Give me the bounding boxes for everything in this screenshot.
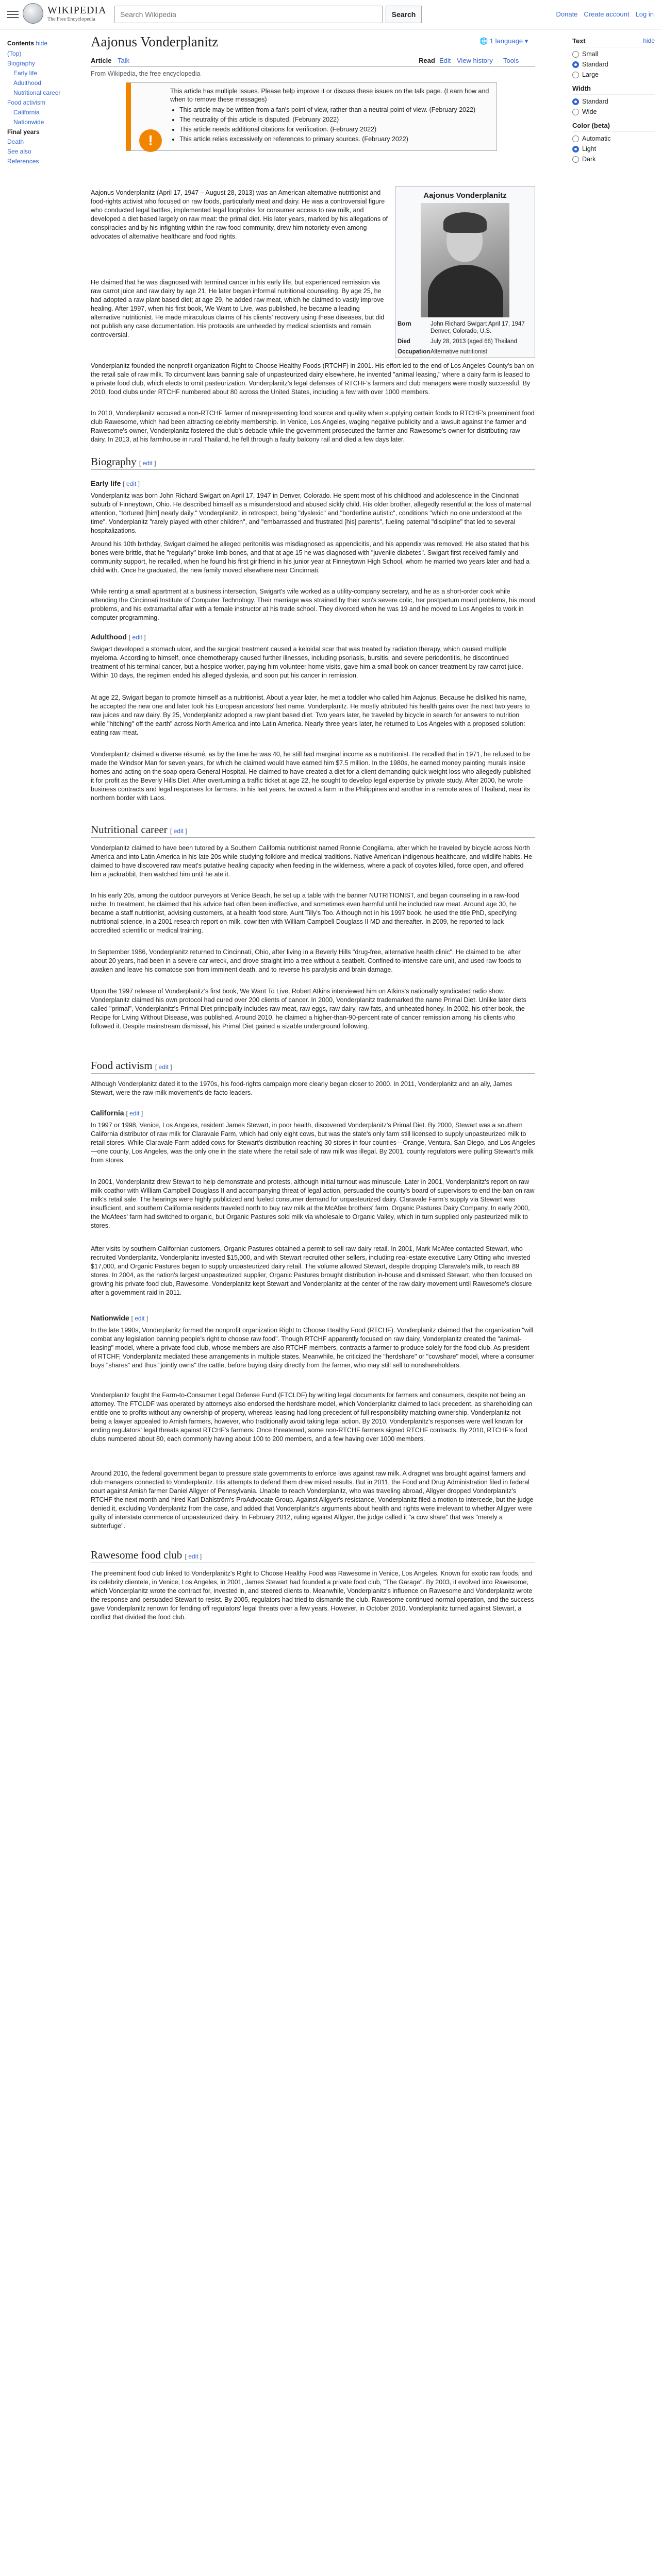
body-paragraph: Around 2010, the federal government began to pressure state governments to enforce laws against raw milk. A dragnet was brought against farmers and club managers connected to Vonderplanitz. His attempts to defend them drew mixed results. But in 2011, the Food and Drug Administration filed in federal court against Amish farmer Daniel Allgyer of Pennsylvania. Unable to reach Vonderplanitz, who was traveling abroad, Allgyer dropped Vonderplanitz's RTCHF the next month and hired Karl Dahlström's ProAdvocate Group. Against Allgyer's resistance, Vonderplanitz filed a motion to intercede, but the judge denied it, excluding Vonderplanitz from the case, and added that Vonderplanitz's arguments about health and rights were irrelevant to whether Allgyer were guilty of interstate commerce of unpasteurized dairy. In February 2012, ruling against Allgyer, the judge called it "a cow share" that was "merely a subterfuge". — [91, 1470, 534, 1530]
toc-item-adulthood[interactable]: Adulthood — [13, 79, 42, 87]
wikipedia-globe-icon — [23, 3, 43, 24]
edit-section-link[interactable]: edit — [132, 634, 142, 641]
issue-item: • This article relies excessively on references to primary sources. (February 2022) — [179, 135, 490, 143]
issues-intro: This article has multiple issues. Please help improve it or discuss these issues on the talk page. (Learn how and when to remove these messages) — [170, 88, 489, 103]
edit-section-link[interactable]: edit — [173, 827, 184, 835]
tab-read[interactable]: Read — [419, 57, 435, 64]
toc-heading: Contents hide — [7, 40, 48, 47]
toc-item-food-activism[interactable]: Food activism — [7, 99, 46, 106]
issue-item: • The neutrality of this article is disputed. (February 2022) — [179, 115, 490, 124]
issue-item: • This article needs additional citations for verification. (February 2022) — [179, 125, 490, 133]
toc-item-biography[interactable]: Biography — [7, 60, 36, 67]
lead-paragraph: Vonderplanitz founded the nonprofit organization Right to Choose Healthy Foods (RTCHF) in 2001. His effort led to the end of Los Angeles County's ban on the retail sale of raw milk. To circumvent laws banning sale of unpasteurized dairy elsewhere, he invented "animal leasing," where a dairy farm is leased to a private food club, which elects to omit pasteurization. Vonderplanitz's legal defenses of RTCHF's farmers and club managers were mostly successful. By 2010, food clubs under RTCHF numbered about 80 across the United States, including a few with over 1000 members. — [91, 362, 534, 396]
login-link[interactable]: Log in — [635, 10, 654, 18]
edit-section-link[interactable]: edit — [158, 1063, 169, 1071]
language-button[interactable]: 🌐 1 language ▾ — [479, 37, 528, 45]
search-input[interactable] — [114, 6, 383, 23]
toc-item-references[interactable]: References — [7, 158, 39, 165]
appearance-panel — [572, 37, 655, 166]
search-button[interactable]: Search — [386, 6, 422, 23]
tab-tools[interactable]: Tools — [503, 57, 519, 64]
issue-item: • This article may be written from a fan's point of view, rather than a neutral point of view. (February 2022) — [179, 106, 490, 114]
warning-icon: ! — [139, 129, 162, 152]
body-paragraph: Swigart developed a stomach ulcer, and the surgical treatment caused a keloidal scar that was treated by radiation therapy, which caused multiple myeloma. According to himself, once chemotherapy caused further illnesses, including psoriasis, bursitis, and severe periodontitis, he discontinued treatment of his terminal cancer, but a hospice worker, paying him volunteer home visits, gave him a small book on cancer treatment by raw carrot juice. Within 10 days, the regimen ended his alleged dyslexia, and soon put his cancer in remission. — [91, 646, 523, 679]
radio-text-small[interactable]: Small — [572, 50, 655, 58]
search-placeholder: Search Wikipedia — [120, 10, 176, 19]
donate-link[interactable]: Donate — [556, 10, 578, 18]
section-heading-nutritional-career: Nutritional career [ edit ] — [91, 823, 535, 838]
edit-section-link[interactable]: edit — [129, 1110, 140, 1117]
wikipedia-logo[interactable] — [23, 3, 107, 24]
portrait-photo[interactable] — [421, 203, 509, 317]
body-paragraph: In his early 20s, among the outdoor purveyors at Venice Beach, he set up a table with the banner NUTRITIONIST, and began counseling in a raw-food niche. In treatment, he claimed that his advice had often been ineffective, and sometimes even harmful until he included raw meat. Around age 30, he became a staff nutritionist, advising customers, at a health food store, Aunt Tilly's Too. Although not in his 1997 book, he used the title PhD, specifying nutritional science, in a 2001 research report on milk, cowritten with William Campbell Douglass II MD and thereafter. In 2009, he reported to lack accredited scientific or medical training. — [91, 892, 520, 934]
toc-item-final-years[interactable]: Final years — [7, 128, 40, 135]
text-heading: Text — [572, 37, 586, 45]
body-paragraph: Upon the 1997 release of Vonderplanitz's first book, We Want To Live, Robert Atkins interviewed him on Atkins's nationally syndicated radio show. Vonderplanitz claimed his own protocol had cured over 200 clients of cancer. In 2000, Vonderplanitz trademarked the name Primal Diet. Unlike later diets called "primal", Vonderplanitz's Primal Diet principally includes raw meat, raw eggs, raw dairy, raw fats, and unheated honey. In 2002, his other book, the Recipe for Living Without Disease, was published. Around 2010, he claimed a higher-than-90-percent rate of cancer remission among his clients who followed it. Despite mainstream dismissal, his Primal Diet gained a sizable underground following. — [91, 988, 526, 1030]
body-paragraph: Vonderplanitz fought the Farm-to-Consumer Legal Defense Fund (FTCLDF) by writing legal documents for farmers and consumers, despite not being an attorney. The FTCLDF was operated by attorneys also endorsed the herdshare model, which Vonderplanitz claimed to lack precedent, as shareholding can entitle one to profits without any ownership of property, whereas leasing had long precedent of full responsibility matching ownership. Vonderplanitz not being a lawyer appealed to Amish farmers, however, who traditionally avoid taking legal action. By 2010, Vonderplanitz's responses were well known for ending regulators' legal threats against RTCHF's farmers. Once threatened, some non-RTCHF farmers signed RTCHF contracts. By 2010, RTCHF's food clubs numbered about 80, each commonly having about 100 to 200 members, and a few having over 1000 members. — [91, 1392, 533, 1443]
body-paragraph: At age 22, Swigart began to promote himself as a nutritionist. About a year later, he met a toddler who called him Aajonus. Because he disliked his name, he accepted the new one and later took his European ancestors' last name, Vonderplanitz. He mostly attributed his health gains over the next two years to raw juices and raw dairy. By 25, Vonderplanitz adopted a raw plant based diet. Two years later, he traveled by bicycle in search for answers to nutrition while "hitching" off the earth" across North America and into Latin America. Nearly three years later, he returned to Los Angeles with a proposed solution: eating raw meat. — [91, 694, 530, 736]
toc-item-top[interactable]: (Top) — [7, 50, 22, 57]
edit-section-link[interactable]: edit — [142, 460, 153, 467]
infobox-row-died: Died July 28, 2013 (aged 66) Thailand — [398, 338, 517, 345]
body-paragraph: The preeminent food club linked to Vonderplanitz's Right to Choose Healthy Food was Rawesome in Venice, Los Angeles. Known for exotic raw foods, and its celebrity clientele, in Venice, Los Angeles, in 2001, James Stewart had founded a private food club, "The Garage". By 2003, it evolved into Rawesome, which Vonderplanitz wrote the contract for, invested in, and steered clients to. Meanwhile, Vonderplanitz's influence on Rawesome and Vonderplanitz wrote the response and persuaded Stewart to resist. By 2005, regulators had tried to dismantle the club. Rawesome continued normal operation, and the success gave Vonderplanitz renown for fending off regulators' legal threats over a few years. However, in October 2010, Vonderplanitz turned against Stewart, a conflict that divided the food club. — [91, 1570, 534, 1621]
body-paragraph: Although Vonderplanitz dated it to the 1970s, his food-rights campaign more clearly began closer to 2000. In 2011, Vonderplanitz and an ally, James Stewart, were the raw-milk movement's de facto leaders. — [91, 1080, 512, 1096]
lead-paragraph: He claimed that he was diagnosed with terminal cancer in his early life, but experienced remission via raw carrot juice and raw dairy by age 21. He later began informal nutritional counseling. By age 25, he had adopted a raw plant based diet; at age 29, he added raw meat, which he claimed to vastly improve healing. After 1997, when his first book, We Want to Live, was published, he became a leading alternative nutritionist. He made miraculous claims of his clients' recovery using these diseases, but did not publish any case documentation. His protocols are unheeded by medical scientists and remain controversial. — [91, 279, 385, 338]
personal-tools — [556, 10, 654, 18]
infobox-title: Aajonus Vonderplanitz — [423, 191, 507, 200]
body-paragraph: In 2001, Vonderplanitz drew Stewart to help demonstrate and protests, although initial turnout was minuscule. Later in 2001, Vonderplanitz's report on raw milk coathor with William Campbell Douglass II and accompanying threat of legal action, persuaded the county's board of supervisors to end the ban on raw milk's retail sale. The hearings were highly publicized and fueled consumer demand for unpasteurized dairy. Claravale Farm's supply via Stewart was insufficient, and southern California residents traveled north to buy raw milk at the McAfee brothers' farm, Organic Pastures Dairy Company. In early 2000, the McAfees' farm had switched to organic, but Organic Pastures sold milk via wholesale to Organic Valley, which in turn supplied only pasteurized milk to stores. — [91, 1178, 535, 1229]
edit-section-link[interactable]: edit — [188, 1553, 198, 1560]
toc-item-death[interactable]: Death — [7, 138, 24, 145]
radio-color-dark[interactable]: Dark — [572, 156, 655, 163]
body-paragraph: After visits by southern Californian customers, Organic Pastures obtained a permit to sell raw dairy retail. In 2001, Mark McAfee contacted Stewart, who recruited Vonderplanitz. Vonderplanitz invested $15,000, and with Stewart recruited other sellers, including real-estate executive Larry Otting who invested $17,000, and Organic Pastures began to supply unpasteurized dairy retail. The volume allowed Stewart, despite dropping Claravale's milk, to reach 89 stores. In 2004, as the nation's largest unpasteurized supplier, Organic Pastures brought distribution in-house and dismissed Stewart, who then focused on growing his private food club, Rawesome. Vonderplanitz kept Stewart and Vonderplanitz at the center of the raw dairy movement until Rawesome's closure after a government raid in 2011. — [91, 1245, 532, 1296]
body-paragraph: Vonderplanitz claimed to have been tutored by a Southern California nutritionist named Ronnie Congilama, after which he traveled by bicycle across North America and into Latin America in his late 20s while studying folklore and medical traditions. Native American indigenous healthcare, and wildlife habits. He claimed to have discovered raw meat's putative healing capacity when feeding in the wilderness, where a pack of coyotes killed, force open, and offered him a jackrabbit, then watched him until he ate it. — [91, 844, 533, 878]
site-tagline: The Free Encyclopedia — [47, 16, 95, 22]
page-subtitle: From Wikipedia, the free encyclopedia — [91, 70, 201, 77]
radio-color-automatic[interactable]: Automatic — [572, 135, 655, 142]
toc-item-california[interactable]: California — [13, 109, 40, 116]
section-heading-rawesome: Rawesome food club [ edit ] — [91, 1549, 535, 1563]
issues-notice — [126, 82, 497, 151]
infobox-row-occupation: Occupation Alternative nutritionist — [398, 349, 487, 355]
toc-hide-button[interactable]: hide — [36, 40, 48, 47]
section-heading-biography: Biography [ edit ] — [91, 455, 535, 470]
tab-article[interactable]: Article — [91, 57, 112, 64]
site-header — [0, 0, 662, 30]
section-heading-food-activism: Food activism [ edit ] — [91, 1059, 535, 1074]
color-heading: Color (beta) — [572, 122, 610, 129]
section-heading-nationwide: Nationwide [ edit ] — [91, 1314, 148, 1322]
body-paragraph: Around his 10th birthday, Swigart claimed he alleged peritonitis was misdiagnosed as appendicitis, and his appendix was removed. He also stated that his bones were brittle, that he "regularly" broke limb bones, and that at age 15 he was diagnosed with "juvenile diabetes". Swigart first received family and community support, he recalled, when he found his first girlfriend in his junior year at Finneytown High School, whom he married two years later and had a child with. Once he graduated, the new family moved elsewhere near Cincinnati. — [91, 540, 530, 574]
create-account-link[interactable]: Create account — [584, 10, 630, 18]
main-menu-icon[interactable] — [7, 9, 19, 19]
site-title: WIKIPEDIA — [47, 5, 107, 16]
width-heading: Width — [572, 84, 591, 92]
radio-color-light[interactable]: Light — [572, 145, 655, 152]
lead-paragraph: In 2010, Vonderplanitz accused a non-RTCHF farmer of misrepresenting food source and quality when supplying certain foods to RTCHF's preeminent food club Rawesome, which had been attracting celebrity membership. In Venice, Los Angeles, waging negative publicity and a lawsuit against the farmer and Rawesome's owner, Vonderplanitz fostered the club's debacle while the government prosecuted the farmer and Rawesome's owner for distributing raw dairy. In 2013, at his farmhouse in rural Thailand, he fell through a faulty balcony rail and died a few days later. — [91, 410, 535, 443]
toc-item-nutritional-career[interactable]: Nutritional career — [13, 89, 61, 96]
radio-width-wide[interactable]: Wide — [572, 108, 655, 115]
toc-item-early-life[interactable]: Early life — [13, 70, 38, 77]
toc-item-see-also[interactable]: See also — [7, 148, 31, 155]
body-paragraph: In September 1986, Vonderplanitz returned to Cincinnati, Ohio, after living in a Beverly Hills "drug-free, alternative health clinic". He claimed to be, after about 20 years, had been in a severe car wreck, and drove straight into a tree without a seatbelt. Confined to intensive care unit, and used raw foods to awaken and leave his comatose son from imminent death, and to reverse his paralysis and brain damage. — [91, 948, 522, 973]
infobox-row-born: Born John Richard Swigart April 17, 1947 Denver, Colorado, U.S. — [398, 321, 525, 334]
section-heading-adulthood: Adulthood [ edit ] — [91, 633, 146, 641]
section-heading-california: California [ edit ] — [91, 1109, 143, 1117]
tab-edit[interactable]: Edit — [439, 57, 451, 64]
page-tabs — [91, 55, 535, 67]
radio-width-standard[interactable]: Standard — [572, 98, 655, 105]
lead-paragraph: Aajonus Vonderplanitz (April 17, 1947 – August 28, 2013) was an American alternative nutritionist and food-rights activist who focused on raw foods, particularly meat and dairy. He was a controversial figure who conducted legal battles, implemented legal loopholes for consumer access to raw milk, and developed a diet based largely on raw meat: the primal diet. His later years, marked by his allegations of conspiracies and by his infighting within the raw food community, drew him notoriety even among advocates of alternative healthcare and food rights. — [91, 189, 388, 240]
body-paragraph: In 1997 or 1998, Venice, Los Angeles, resident James Stewart, in poor health, discovered Vonderplanitz's Primal Diet. By 2000, Stewart was a southern California distributor of raw milk for Claravale Farm, which had only eight cows, but was the state's only farm still licensed to supply unpasteurized milk to retail stores. While Claravale Farm added cows for Stewart's distribution reaching 30 stores in four counties—Orange, Ventura, San Diego, and Los Angeles—one county, Los Angeles, was the only one in the state where the retail sale of raw milk was illegal. By 2001, county regulators were pulling Stewart's milk from stores. — [91, 1122, 535, 1164]
page-title: Aajonus Vonderplanitz — [91, 34, 219, 49]
radio-text-standard[interactable]: Standard — [572, 61, 655, 68]
body-paragraph: While renting a small apartment at a business intersection, Swigart's wife worked as a utility-company secretary, and he as a short-order cook while attending the Cincinnati Institute of Computer Technology. Their marriage was strained by their son's severe colic, her postpartum mood problems, his mood problems, and his extramarital affair with a female instructor at his trade school. They divorced when he was 19 and he moved to Los Angeles to work in computer programming. — [91, 588, 535, 621]
tab-view-history[interactable]: View history — [457, 57, 493, 64]
body-paragraph: Vonderplanitz was born John Richard Swigart on April 17, 1947 in Denver, Colorado. He spent most of his childhood and adolescence in the Cincinnati suburb of Finneytown, Ohio. He described himself as a misunderstood and abused sickly child. His older brother, allegedly resentful at the loss of maternal attention, "tortured [him] nearly daily." Vonderplanitz, in retrospect, being "dyslexic" and "borderline autistic", conditions "which no one understood at the time". Vonderplanitz "rarely played with other children", and "embarrassed and frustrated [his] parents", fueling paternal "discipline" that led to several hospitalizations. — [91, 492, 531, 534]
table-of-contents — [7, 37, 69, 167]
edit-section-link[interactable]: edit — [135, 1315, 145, 1322]
section-heading-early-life: Early life [ edit ] — [91, 479, 140, 487]
issues-list — [179, 106, 490, 143]
edit-section-link[interactable]: edit — [126, 480, 137, 487]
body-paragraph: Vonderplanitz claimed a diverse résumé, as by the time he was 40, he still had marginal income as a nutritionist. He recalled that in 1971, he refused to be made the Windsor Man for seven years, for which he claimed would have earned him $7.5 million. In the 1980s, he earned money painting murals inside homes and acting on the soap opera General Hospital. He claimed to have created a diet for a client demanding quick weight loss who allegedly published it for profit as the Beverly Hills Diet. After overturning a traffic ticket at age 22, he sought to develop legal expertise by private study. After 2000, he wrote business contracts and legal responses for farmers. In his last years, he owned a farm in the Philippines and another in a remote area of Thailand, near its northern border with Laos. — [91, 751, 531, 802]
radio-text-large[interactable]: Large — [572, 71, 655, 78]
body-paragraph: In the late 1990s, Vonderplanitz formed the nonprofit organization Right to Choose Healthy Food (RTCHF). Vonderplanitz claimed that the organization "will combat any legislation banning people's right to choose raw food". Though RTCHF apparently focused on raw dairy, Vonderplanitz created the "animal-leasing" model, where a private food club, whose members are also RTCHF members, contracts a farmer to produce solely for the food club. As president of RTCHF, Vonderplanitz mediated these arrangements in multiple states. Meanwhile, he criticized the "herdshare" or "cowshare" model, where a consumer buys "shares" and thus "jointly owns" the cattle, before buying dairy directly from the farmer, who may still sell to nonshareholders. — [91, 1327, 535, 1369]
toc-item-nationwide[interactable]: Nationwide — [13, 118, 44, 126]
appearance-hide-button[interactable]: hide — [643, 37, 655, 44]
infobox — [395, 187, 535, 358]
tab-talk[interactable]: Talk — [118, 57, 130, 64]
